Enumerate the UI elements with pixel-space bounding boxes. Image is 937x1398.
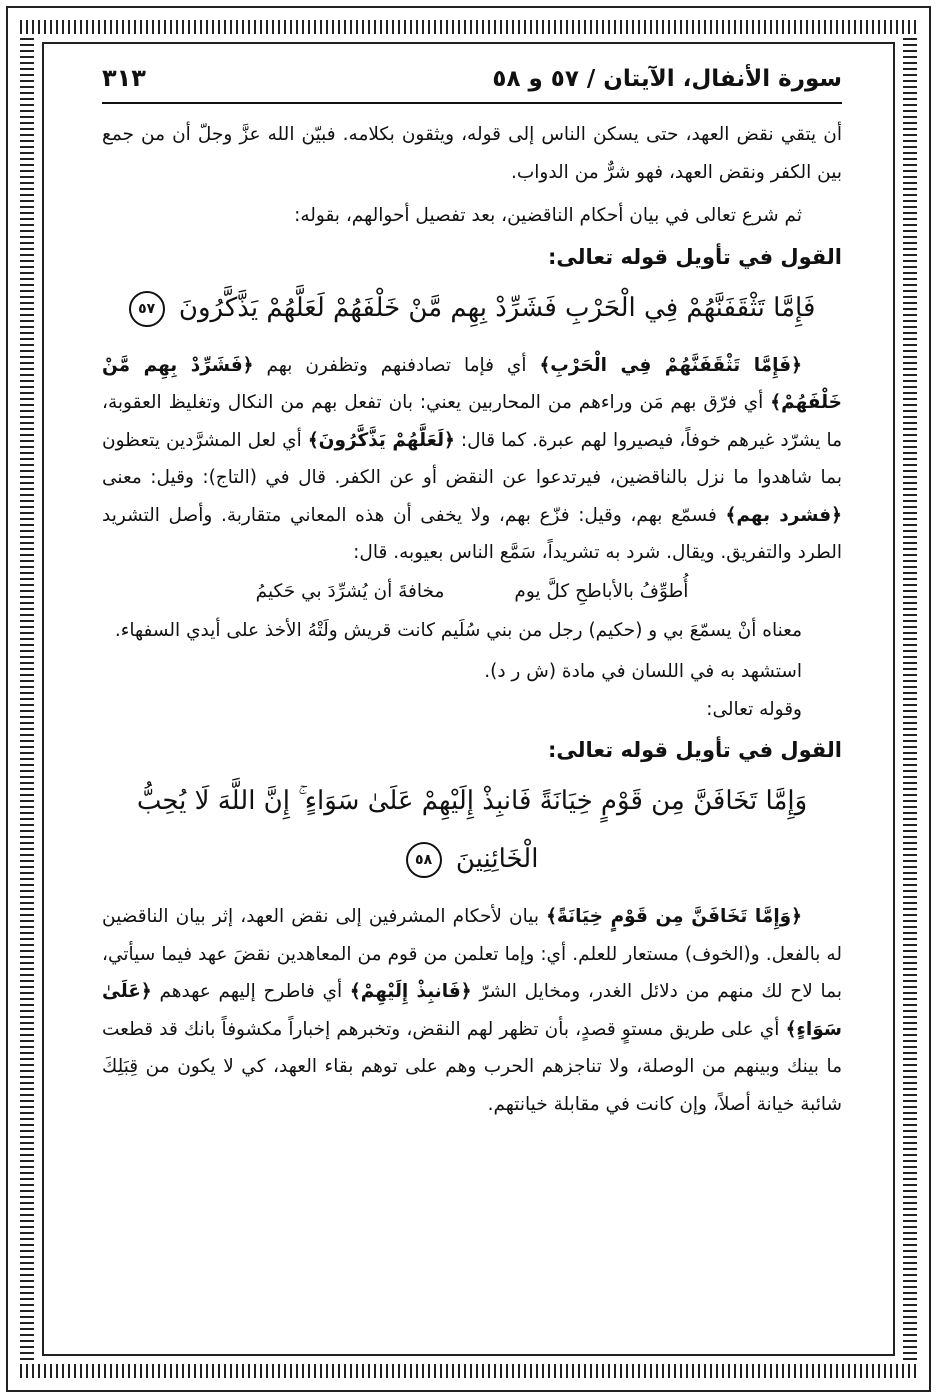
quran-verse-57 xyxy=(102,279,842,337)
quoted-verse: ﴿لَعَلَّهُمْ يَذَّكَّرُونَ﴾ xyxy=(307,429,455,451)
ayah-number-marker: ٥٨ xyxy=(406,842,442,878)
quoted-verse: ﴿فشرد بهم﴾ xyxy=(725,504,842,526)
section-heading: القول في تأويل قوله تعالى: xyxy=(548,244,842,269)
commentary-paragraph: ﴿فَإِمَّا تَثْقَفَنَّهُمْ فِي الْحَرْبِ﴾ أي فإما تصادفنهم وتظفرن بهم ﴿فَشَرِّدْ بِهِم مَّنْ خَلْفَهُمْ﴾ أي فرّق بهم مَن وراءهم من المحاربين يعني: بان تفعل بهم من النكال وتغليظ العقوبة، ما يشرّد غيرهم خوفاً، فيصيروا لهم عبرة. كما قال: ﴿لَعَلَّهُمْ يَذَّكَّرُونَ﴾ أي لعل المشرَّدين يتعظون بما شاهدوا ما نزل بالناقضين، فيرتدعوا عن النقض أو عن الكفر. قال في (التاج): وقيل: معنى ﴿فشرد بهم﴾ فسمّع بهم، وقيل: فزّع بهم، ولا يخفى أن هذه المعاني متقاربة. وأصل التشريد الطرد والتفريق. ويقال. شرد به تشريداً، سَمَّع الناس بعيوبه. قال: xyxy=(102,354,842,563)
paragraph: استشهد به في اللسان في مادة (ش ر د). xyxy=(484,661,802,682)
commentary-paragraph: ﴿وَإِمَّا تَخَافَنَّ مِن قَوْمٍ خِيَانَةً﴾ بيان لأحكام المشرفين إلى نقض العهد، إثر بيان الناقضين له بالفعل. و(الخوف) مستعار للعلم. أي: وإما تعلمن من قوم من المعاهدين نقضَ عهد فيما سيأتي، بما لاح لك منهم من دلائل الغدر، ومخايل الشرّ ﴿فَانبِذْ إِلَيْهِمْ﴾ أي فاطرح إليهم عهدهم ﴿عَلَىٰ سَوَاءٍ﴾ أي على طريق مستوٍ قصدٍ، بأن تظهر لهم النقض، وتخبرهم إخباراً مكشوفاً بانك قد قطعت ما بينك وبينهم من الوصلة، ولا تناجزهم الحرب وهم على توهم بقاء العهد، كي لا يكون من قِبَلِكَ شائبة خيانة أصلاً، وإن كانت في مقابلة خيانتهم. xyxy=(102,906,842,1115)
quoted-verse: ﴿فَإِمَّا تَثْقَفَنَّهُمْ فِي الْحَرْبِ﴾ xyxy=(539,354,802,376)
quran-verse-58 xyxy=(102,772,842,888)
quoted-verse: ﴿فَشَرِّدْ بِهِم مَّنْ خَلْفَهُمْ﴾ xyxy=(102,354,842,413)
ayah-number-marker: ٥٧ xyxy=(129,291,165,327)
book-page xyxy=(102,60,842,1123)
running-header xyxy=(102,60,842,104)
paragraph: معناه أنْ يسمّعَ بي و (حكيم) رجل من بني سُلَيم كانت قريش ولَتْهُ الأخذ على أيدي السفهاء. xyxy=(114,619,802,641)
quoted-verse: ﴿عَلَىٰ سَوَاءٍ﴾ xyxy=(102,981,842,1040)
paragraph: ثم شرع تعالى في بيان أحكام الناقضين، بعد تفصيل أحوالهم، بقوله: xyxy=(294,205,802,226)
quoted-verse: ﴿فَانبِذْ إِلَيْهِمْ﴾ xyxy=(349,981,472,1002)
poem-hemistich-second: مخافةَ أن يُشرِّدَ بي حَكيمُ xyxy=(255,580,445,602)
verse-text: فَإِمَّا تَثْقَفَنَّهُمْ فِي الْحَرْبِ فَشَرِّدْ بِهِم مَّنْ خَلْفَهُمْ لَعَلَّهُمْ يَذَّكَّرُونَ xyxy=(178,292,816,323)
quoted-verse: ﴿وَإِمَّا تَخَافَنَّ مِن قَوْمٍ خِيَانَةً﴾ xyxy=(546,906,802,927)
section-heading: القول في تأويل قوله تعالى: xyxy=(548,738,842,762)
poetry-verse xyxy=(102,572,842,612)
paragraph: وقوله تعالى: xyxy=(706,698,802,720)
paragraph: أن يتقي نقض العهد، حتى يسكن الناس إلى قوله، ويثقون بكلامه. فبيّن الله عزَّ وجلّ أن من جمع بين الكفر ونقض العهد، فهو شرٌّ من الدواب. xyxy=(102,124,842,183)
verse-text: وَإِمَّا تَخَافَنَّ مِن قَوْمٍ خِيَانَةً فَانبِذْ إِلَيْهِمْ عَلَىٰ سَوَاءٍ ۚ إِنَّ اللَّهَ لَا يُحِبُّ الْخَائِنِينَ xyxy=(136,786,808,874)
chapter-title: سورة الأنفال، الآيتان / ٥٧ و ٥٨ xyxy=(492,66,842,92)
poem-hemistich-first: أُطوِّفُ بالأباطحِ كلَّ يوم xyxy=(514,580,689,602)
page-number: ٣١٣ xyxy=(102,64,146,92)
